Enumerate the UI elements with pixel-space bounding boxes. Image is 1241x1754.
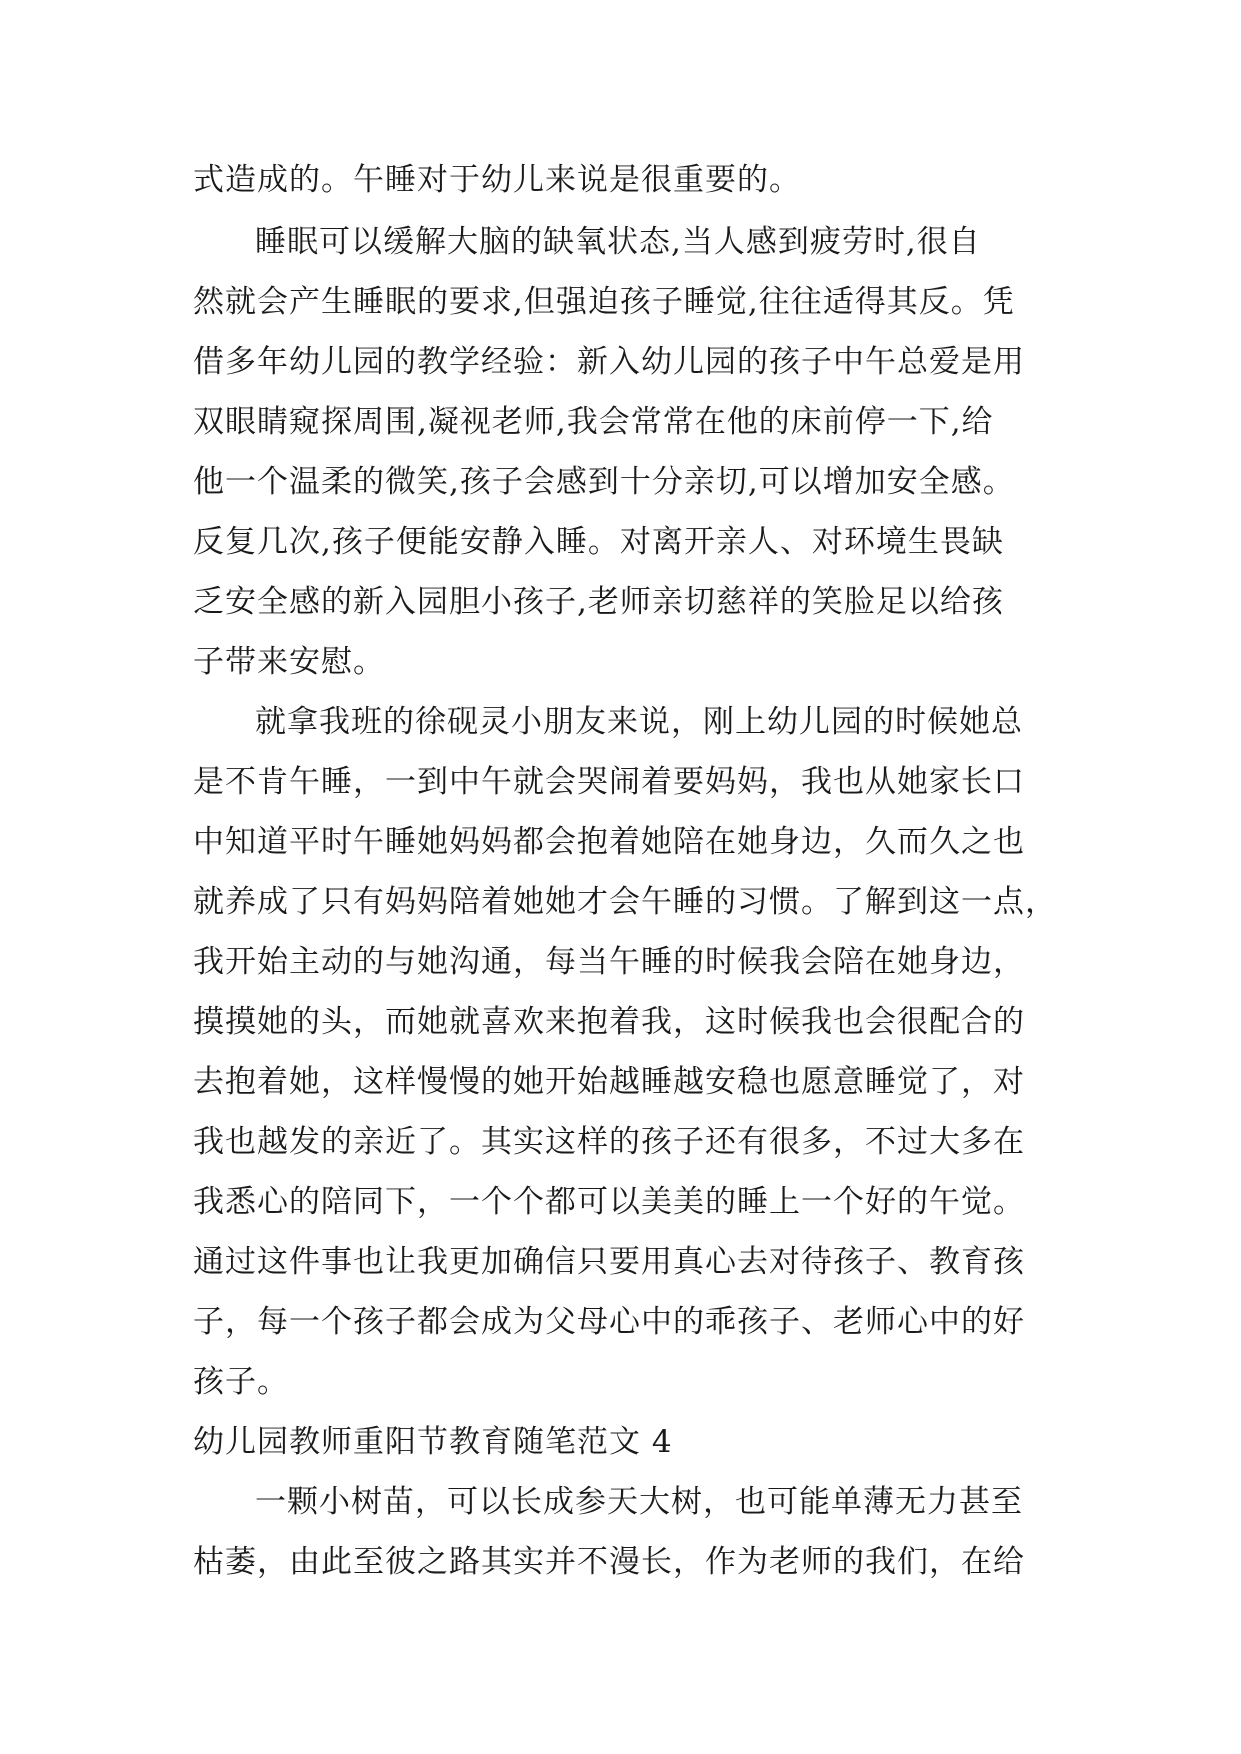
paragraph-line: 就拿我班的徐砚灵小朋友来说，刚上幼儿园的时候她总: [255, 704, 1023, 740]
paragraph-line: 式造成的。午睡对于幼儿来说是很重要的。: [193, 162, 801, 198]
paragraph-line: 双眼睛窥探周围,凝视老师,我会常常在他的床前停一下,给: [193, 404, 994, 440]
paragraph-line: 反复几次,孩子便能安静入睡。对离开亲人、对环境生畏缺: [193, 524, 1004, 560]
paragraph-line: 子带来安慰。: [193, 644, 385, 680]
paragraph-line: 枯萎，由此至彼之路其实并不漫长，作为老师的我们，在给: [193, 1544, 1025, 1580]
paragraph-line: 我悉心的陪同下，一个个都可以美美的睡上一个好的午觉。: [193, 1184, 1025, 1220]
paragraph-line: 子，每一个孩子都会成为父母心中的乖孩子、老师心中的好: [193, 1304, 1025, 1340]
paragraph-line: 去抱着她，这样慢慢的她开始越睡越安稳也愿意睡觉了，对: [193, 1064, 1025, 1100]
section-heading: 幼儿园教师重阳节教育随笔范文 4: [193, 1424, 673, 1460]
paragraph-line: 孩子。: [193, 1364, 289, 1400]
paragraph-line: 摸摸她的头，而她就喜欢来抱着我，这时候我也会很配合的: [193, 1004, 1025, 1040]
paragraph-line: 就养成了只有妈妈陪着她她才会午睡的习惯。了解到这一点，: [193, 884, 1057, 920]
paragraph-line: 是不肯午睡，一到中午就会哭闹着要妈妈，我也从她家长口: [193, 764, 1025, 800]
paragraph-line: 我开始主动的与她沟通，每当午睡的时候我会陪在她身边，: [193, 944, 1025, 980]
paragraph-line: 然就会产生睡眠的要求,但强迫孩子睡觉,往往适得其反。凭: [193, 284, 1015, 320]
paragraph-line: 他一个温柔的微笑,孩子会感到十分亲切,可以增加安全感。: [193, 464, 1015, 500]
paragraph-line: 睡眠可以缓解大脑的缺氧状态,当人感到疲劳时,很自: [255, 224, 981, 260]
paragraph-line: 通过这件事也让我更加确信只要用真心去对待孩子、教育孩: [193, 1244, 1025, 1280]
paragraph-line: 乏安全感的新入园胆小孩子,老师亲切慈祥的笑脸足以给孩: [193, 584, 1004, 620]
paragraph-line: 一颗小树苗，可以长成参天大树，也可能单薄无力甚至: [255, 1484, 1023, 1520]
paragraph-line: 我也越发的亲近了。其实这样的孩子还有很多，不过大多在: [193, 1124, 1025, 1160]
paragraph-line: 中知道平时午睡她妈妈都会抱着她陪在她身边，久而久之也: [193, 824, 1025, 860]
paragraph-line: 借多年幼儿园的教学经验：新入幼儿园的孩子中午总爱是用: [193, 344, 1025, 380]
